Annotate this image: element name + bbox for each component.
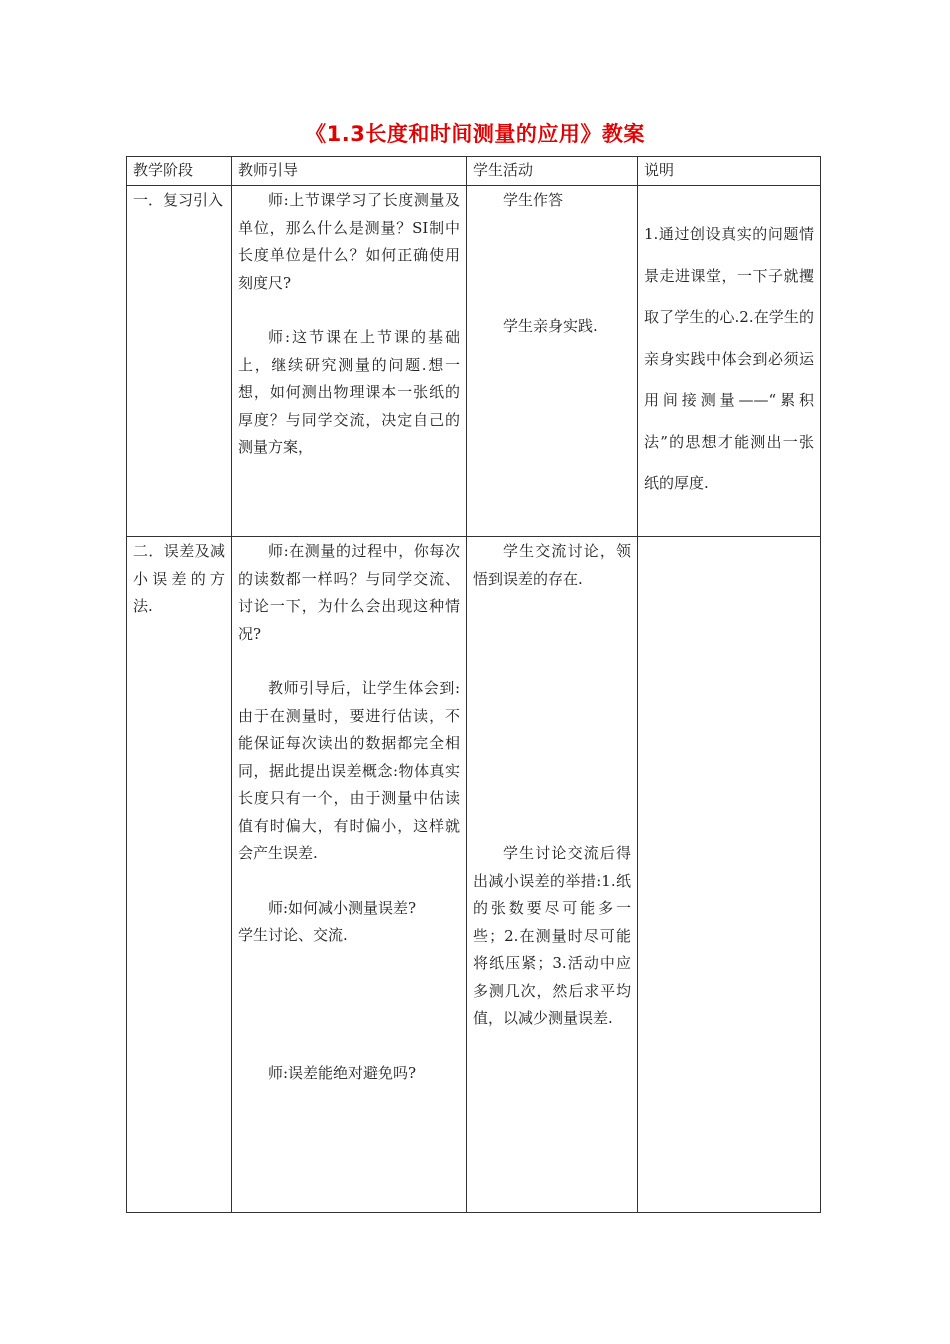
student-paragraph: 学生讨论交流后得出减小误差的举措:1.纸的张数要尽可能多一些；2.在测量时尽可能将纸压紧；3.活动中应多测几次，然后求平均值，以减少测量误差.	[473, 844, 631, 1027]
stage-cell	[127, 537, 232, 1213]
teacher-paragraph: 学生讨论、交流.	[238, 926, 348, 944]
teacher-paragraph: 师:上节课学习了长度测量及单位，那么什么是测量？SI制中长度单位是什么？如何正确使用刻度尺?	[238, 191, 460, 292]
header-teacher: 教师引导	[232, 157, 467, 186]
stage-cell	[127, 186, 232, 537]
note-cell	[638, 186, 821, 537]
stage-text: 二．误差及减小误差的方法.	[133, 542, 225, 615]
note-cell	[638, 537, 821, 1213]
lesson-plan-table	[126, 156, 821, 1213]
header-note: 说明	[638, 157, 821, 186]
header-student: 学生活动	[467, 157, 638, 186]
table-row	[127, 186, 821, 537]
teacher-cell	[232, 186, 467, 537]
teacher-paragraph: 教师引导后，让学生体会到:由于在测量时，要进行估读，不能保证每次读出的数据都完全相同，据此提出误差概念:物体真实长度只有一个，由于测量中估读值有时偏大，有时偏小，这样就会产生误差.	[238, 679, 460, 862]
student-paragraph: 学生作答	[503, 191, 564, 209]
student-paragraph: 学生交流讨论，领悟到误差的存在.	[473, 542, 631, 588]
header-stage: 教学阶段	[127, 157, 232, 186]
student-cell	[467, 537, 638, 1213]
student-paragraph: 学生亲身实践.	[503, 316, 598, 335]
stage-text: 一．复习引入	[133, 191, 224, 209]
table-header-row	[127, 157, 821, 186]
document-title: 《1.3长度和时间测量的应用》教案	[305, 122, 645, 146]
student-cell	[467, 186, 638, 537]
note-paragraph: 1.通过创设真实的问题情景走进课堂，一下子就攫取了学生的心.2.在学生的亲身实践中体会到必须运用间接测量——“累积法”的思想才能测出一张纸的厚度.	[644, 225, 814, 492]
teacher-paragraph: 师:误差能绝对避免吗?	[268, 1063, 417, 1082]
teacher-paragraph: 师:这节课在上节课的基础上，继续研究测量的问题.想一想，如何测出物理课本一张纸的厚度？与同学交流，决定自己的测量方案，	[238, 328, 460, 456]
teacher-paragraph: 师:在测量的过程中，你每次的读数都一样吗？与同学交流、讨论一下，为什么会出现这种情况?	[238, 542, 460, 643]
teacher-cell	[232, 537, 467, 1213]
table-row	[127, 537, 821, 1213]
teacher-paragraph: 师:如何减小测量误差?	[268, 898, 417, 917]
